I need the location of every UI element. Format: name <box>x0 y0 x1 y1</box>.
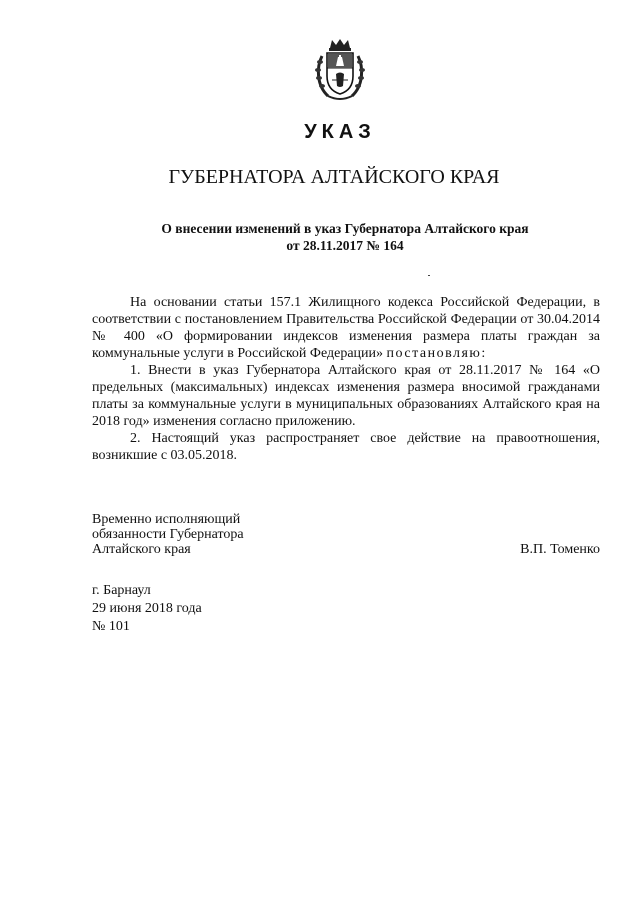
preamble-verb: постановляю: <box>386 346 487 361</box>
decree-number: № 101 <box>92 619 130 634</box>
subject-line-1: О внесении изменений в указ Губернатора Алтайского края <box>161 221 529 236</box>
signer-title-line-3: Алтайского края <box>92 542 191 557</box>
document-type-title: УКАЗ <box>304 121 376 143</box>
altai-krai-coat-of-arms-icon <box>314 38 366 104</box>
issue-date: 29 июня 2018 года <box>92 601 202 616</box>
preamble-paragraph <box>92 294 600 362</box>
signer-title-line-2: обязанности Губернатора <box>92 527 244 542</box>
issue-city: г. Барнаул <box>92 583 151 598</box>
issuing-authority: ГУБЕРНАТОРА АЛТАЙСКОГО КРАЯ <box>168 166 500 188</box>
item-2-paragraph: 2. Настоящий указ распространяет свое действие на правоотношения, возникшие с 03.05.2018. <box>92 431 600 463</box>
decree-body <box>92 294 600 464</box>
subject-line-2: от 28.11.2017 № 164 <box>286 238 404 253</box>
decree-subject <box>0 220 640 254</box>
signer-title-line-1: Временно исполняющий <box>92 512 241 527</box>
scan-speck <box>428 275 430 276</box>
item-1-paragraph: 1. Внести в указ Губернатора Алтайского края от 28.11.2017 № 164 «О предельных (максимальных) индексах изменения размера вносимой гражданами платы за коммунальные услуги в муниципальных образованиях Алтайского края на 2018 год» изменения согласно приложению. <box>92 363 600 429</box>
signature-block <box>92 512 600 557</box>
signer-name: В.П. Томенко <box>520 542 600 557</box>
issue-details <box>92 582 202 636</box>
preamble-text: На основании статьи 157.1 Жилищного кодекса Российской Федерации, в соответствии с постановлением Правительства Российской Федерации от 30.04.2014 № 400 «О формировании индексов изменения размера платы граждан за коммунальные услуги в Российской Федерации» <box>92 295 600 361</box>
